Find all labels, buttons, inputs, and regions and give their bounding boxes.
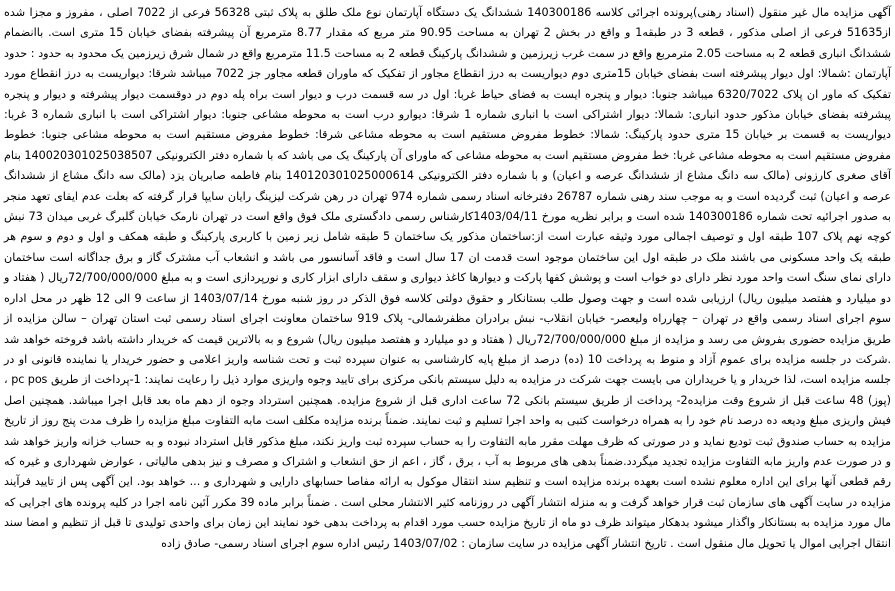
notice-heading: آگهی مزایده مال غیر منقول (اسناد رهنی) bbox=[693, 6, 891, 19]
notice-paragraph bbox=[4, 3, 891, 554]
notice-body: پرونده اجرائی کلاسه 140300186 ششدانگ یک دستگاه آپارتمان نوع ملک طلق به پلاک ثبتی 56328 فرعی از 7022 اصلی ، مفروز و مجزا شده از51635 فرعی از اصلی مذکور ، قطعه 3 در طبقه1 و واقع در بخش 2 تهران به مساحت 90.95 متر مربع که مقدار 8.77 مترمربع آن پیشرفته بفضای خیابان 15 متری است. باانضمام ششدانگ انباری قطعه 2 به مساحت 2.05 مترمربع واقع در سمت غرب زیرزمین و ششدانگ پارکینگ قطعه 2 به مساحت 11.5 مترمربع واقع در شمال شرق زیرزمین یک محدود به حدود : حدود آپارتمان :شمالا: اول دیوار پیشرفته است بفضای خیابان 15متری دوم دیواریست به درز انقطاع مجاور از تفکیک که ماوران قطعه مجاور جز 7022 میباشد شرقا: دیواریست به درز انقطاع مورد تفکیک که ماور ان پلاک 6320/7022 میباشد جنوبا: دیوار و پنجره ایست به فضای حیاط غربا: اول در سه قسمت درب و دیوار است براه پله دوم در دوقسمت دیوار پیشرفته و دیوار و پنجره پیشرفته بفضای خیابان مذکور حدود انباری: شمالا: دیوار اشتراکی است با انباری شماره 1 شرقا: دیوارو درب است به محوطه مشاعی جنوبا: دیوار اشتراکی است با انباری شماره 3 غربا: دیواریست به قسمت بر خیابان 15 متری حدود پارکینگ: شمالا: خطوط مفروض مستقیم است به محوطه مشاعی شرقا: خطوط مفروض مستقیم است به محوطه مشاعی جنوبا: خطوط مفروض مستقیم است به محوطه مشاعی غربا: خط مفروض مستقیم است به محوطه مشاعی که ماورای آن پارکینگ یک می باشد که با شماره دفتر الکترونیکی 140020301025038507 بنام آقای صغری کارزونی (مالک سه دانگ مشاع از ششدانگ عرصه و اعیان) و با شماره دفتر الکترونیکی 140120301025000614 بنام فاطمه صابریان یزد (مالک سه دانگ مشاع از ششدانگ عرصه و اعیان) ثبت گردیده است و به موجب سند رهنی شماره 26787 دفترخانه اسناد رسمی شماره 974 تهران در رهن شرکت لیزینگ رایان سایپا قرار گرفته که بعلت عدم ایفای تعهد منجر به صدور اجرائیه تحت شماره 140300186 شده است و برابر نظریه مورخ 1403/04/11کارشناس رسمی دادگستری ملک فوق واقع است در تهران نارمک خیابان گلبرگ غربی میدان 73 نبش کوچه نهم پلاک 107 طبقه اول و توصیف اجمالی مورد وثیقه عبارت است از:ساختمان مذکور یک ساختمان 5 طبقه شامل زیر زمین با کاربری پارکینگ و طبقه همکف و اول و دوم و سوم هر طبقه یک واحد مسکونی می باشند ملک در طبقه اول این ساختمان موجود است قدمت ان 17 سال است و فاقد آسانسور می باشد و انشعاب آب مشترک گاز و برق جداگانه است ساختمان دارای نمای سنگ است واحد مورد نظر دارای دو خواب است و پوشش کفها پارکت و دیوارها کاغذ دیواری و سقف دارای ابزار کاری و نورپردازی است و به مبلغ 72/700/000/000ریال ( هفتاد و دو میلیارد و هفتصد میلیون ریال) ارزیابی شده است و جهت وصول طلب بستانکار و حقوق دولتی کلاسه فوق الذکر در روز شنبه مورخ 1403/07/14 از ساعت 9 الی 12 ظهر در محل اداره سوم اجرای اسناد رسمی واقع در تهران – چهارراه ولیعصر- خیابان انقلاب- نبش برادران مظفرشمالی- پلاک 919 ساختمان معاونت اجرای اسناد رسمی ثبت استان تهران – سالن مزایده از طریق مزایده حضوری بفروش می رسد و مزایده از مبلغ 72/700/000/000ریال ( هفتاد و دو میلیارد و هفتصد میلیون ریال) شروع و به بالاترین قیمت که خریدار داشته باشد فروخته خواهد شد .شرکت در جلسه مزایده برای عموم آزاد و منوط به پرداخت 10 (ده) درصد از مبلغ پایه کارشناسی به عنوان سپرده ثبت و تحت شناسه واریز اعلامی و حضور خریدار یا نماینده قانونی او در جلسه مزایده است، لذا خریدار و یا خریداران می بایست جهت شرکت در مزایده به دلیل سیستم بانکی مرکزی برای تایید وجوه واریزی موارد ذیل را رعایت نمایند: 1-پرداخت از طریق pc pos ، (پوز) 48 ساعت قبل از شروع وقت مزایده2- پرداخت از طریق سیستم بانکی 72 ساعت اداری قبل از شروع مزایده. همچنین استرداد وجوه از دهم ماه بعد قابل اجرا میباشد. همچنین اصل فیش واریزی مبلغ ودیعه ده درصد نام خود را به همراه درخواست کتبی به واحد اجرا تسلیم و ثبت نمایند. ضمناً برنده مزایده مکلف است مابه التفاوت مبلغ مزایده را ظرف مدت پنج روز از تاریخ مزایده به حساب صندوق ثبت تودیع نماید و در صورتی که ظرف مهلت مقرر مابه التفاوت را به حساب سپرده ثبت واریز نکند، مبلغ مذکور قابل استرداد نبوده و به حساب خزانه واریز خواهد شد و در صورت عدم واریز مابه التفاوت مزایده تجدید میگردد.ضمناً بدهی های مربوط به آب ، برق ، گاز ، اعم از حق انشعاب و اشتراک و مصرف و نیز بدهی مالیاتی ، عوارض شهرداری و غیره که رقم قطعی آنها برای این اداره معلوم نشده است بعهده برنده مزایده است و تنظیم سند انتقال موکول به ارائه مفاصا حسابهای دارایی و شهرداری و ... خواهد بود. این آگهی پس از تایید فرآیند مزایده در سایت آگهی های سازمان ثبت قرار خواهد گرفت و به منزله انتشار آگهی در روزنامه کثیر الانتشار محلی است . ضمناً برابر ماده 39 مکرر آئین نامه اجرا در کلیه پرونده های اجرایی که مال مورد مزایده به بستانکار واگذار میشود بدهکار میتواند ظرف دو ماه از تاریخ مزایده حسب مورد اقدام به پرداخت بدهی خود نمایند این زمان برای واحدی تولیدی تا قبل از تنظیم و امضا سند انتقال اجرایی اموال یا تحویل مال منقول است . تاریخ انتشار آگهی مزایده در سایت سازمان : 1403/07/02 رئیس اداره سوم اجرای اسناد رسمی- صادق زاده bbox=[4, 6, 892, 550]
auction-notice bbox=[4, 3, 891, 554]
